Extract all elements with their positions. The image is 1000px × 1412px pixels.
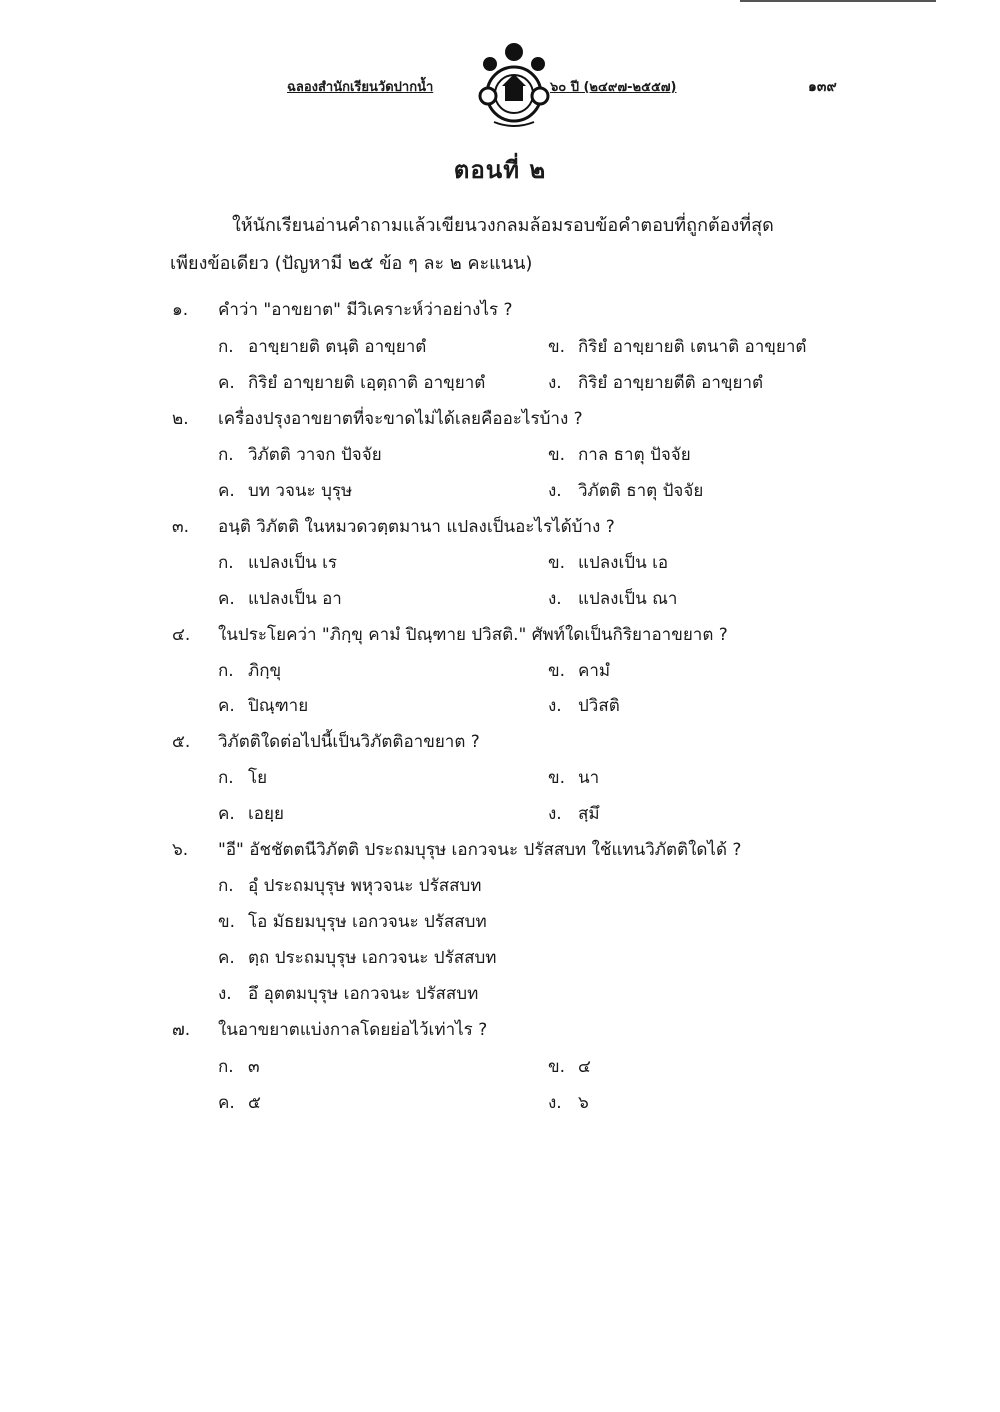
option-3-d[interactable] bbox=[548, 585, 677, 612]
option-text: โย bbox=[248, 768, 268, 788]
option-text: แปลงเป็น ณา bbox=[578, 589, 678, 609]
question-text: อนฺติ วิภัตติ ในหมวดวตฺตมานา แปลงเป็นอะไรได้บ้าง ? bbox=[218, 517, 615, 537]
option-2-c[interactable] bbox=[218, 477, 352, 504]
option-text: อาขฺยายติ ตนฺติ อาขฺยาตํ bbox=[248, 337, 427, 357]
question-text: คำว่า "อาขยาต" มีวิเคราะห์ว่าอย่างไร ? bbox=[218, 300, 513, 320]
option-letter: ค. bbox=[218, 589, 235, 609]
option-letter: ก. bbox=[218, 876, 234, 896]
option-6-c[interactable] bbox=[218, 944, 496, 971]
option-4-b[interactable] bbox=[548, 657, 610, 684]
question-text: เครื่องปรุงอาขยาตที่จะขาดไม่ได้เลยคืออะไรบ้าง ? bbox=[218, 409, 583, 429]
header-right-text: ๖๐ ปี (๒๔๙๗-๒๕๕๗) bbox=[550, 80, 677, 95]
option-7-b[interactable] bbox=[548, 1053, 591, 1080]
option-letter: ง. bbox=[218, 984, 232, 1004]
option-letter: ข. bbox=[548, 661, 566, 681]
question-number: ๕. bbox=[172, 732, 191, 752]
section-title: ตอนที่ ๒ bbox=[453, 156, 547, 184]
option-text: แปลงเป็น เอ bbox=[578, 553, 669, 573]
option-text: ๕ bbox=[248, 1093, 261, 1113]
option-5-d[interactable] bbox=[548, 800, 600, 827]
question-2 bbox=[172, 405, 583, 432]
option-text: วิภัตติ ธาตุ ปัจจัย bbox=[578, 481, 704, 501]
question-7 bbox=[172, 1016, 487, 1043]
option-1-d[interactable] bbox=[548, 369, 763, 396]
instruction-line-1: ให้นักเรียนอ่านคำถามแล้วเขียนวงกลมล้อมรอบข้อคำตอบที่ถูกต้องที่สุด bbox=[232, 215, 774, 236]
option-letter: ง. bbox=[548, 1093, 562, 1113]
option-6-d[interactable] bbox=[218, 980, 478, 1007]
option-2-d[interactable] bbox=[548, 477, 703, 504]
question-text: วิภัตติใดต่อไปนี้เป็นวิภัตติอาขยาต ? bbox=[218, 732, 480, 752]
option-letter: ค. bbox=[218, 804, 235, 824]
option-letter: ง. bbox=[548, 804, 562, 824]
option-letter: ข. bbox=[548, 1057, 566, 1077]
option-4-c[interactable] bbox=[218, 692, 308, 719]
option-3-c[interactable] bbox=[218, 585, 342, 612]
option-text: ๖ bbox=[578, 1093, 589, 1113]
option-text: อุํ ประถมบุรุษ พหุวจนะ ปรัสสบท bbox=[248, 876, 482, 896]
option-6-a[interactable] bbox=[218, 872, 481, 899]
question-number: ๗. bbox=[172, 1020, 191, 1040]
header-left-text: ฉลองสำนักเรียนวัดปากน้ำ bbox=[287, 80, 434, 95]
option-text: บท วจนะ บุรุษ bbox=[248, 481, 353, 501]
option-1-c[interactable] bbox=[218, 369, 485, 396]
question-number: ๖. bbox=[172, 840, 189, 860]
option-text: ปิณฺฑาย bbox=[248, 696, 309, 716]
option-text: ๓ bbox=[248, 1057, 260, 1077]
option-2-a[interactable] bbox=[218, 441, 382, 468]
option-letter: ข. bbox=[548, 445, 566, 465]
question-1 bbox=[172, 296, 513, 323]
option-1-a[interactable] bbox=[218, 333, 426, 360]
option-text: แปลงเป็น อา bbox=[248, 589, 342, 609]
option-letter: ข. bbox=[218, 912, 236, 932]
question-4 bbox=[172, 621, 728, 648]
option-letter: ก. bbox=[218, 337, 234, 357]
option-3-a[interactable] bbox=[218, 549, 337, 576]
option-letter: ก. bbox=[218, 768, 234, 788]
option-text: เอยฺย bbox=[248, 804, 284, 824]
option-text: แปลงเป็น เร bbox=[248, 553, 338, 573]
option-letter: ง. bbox=[548, 481, 562, 501]
question-number: ๒. bbox=[172, 409, 189, 429]
option-6-b[interactable] bbox=[218, 908, 487, 935]
question-number: ๔. bbox=[172, 625, 191, 645]
option-letter: ก. bbox=[218, 661, 234, 681]
option-letter: ข. bbox=[548, 768, 566, 788]
option-text: ภิกฺขุ bbox=[248, 661, 282, 681]
page-number: ๑๓๙ bbox=[808, 79, 837, 95]
temple-seal-icon bbox=[468, 40, 560, 130]
option-text: คามํ bbox=[578, 661, 611, 681]
option-text: ตฺถ ประถมบุรุษ เอกวจนะ ปรัสสบท bbox=[248, 948, 497, 968]
question-text: ในประโยคว่า "ภิกฺขุ คามํ ปิณฺฑาย ปวิสติ." ศัพท์ใดเป็นกิริยาอาขยาต ? bbox=[218, 625, 728, 645]
question-text: "อี" อัชชัตตนีวิภัตติ ประถมบุรุษ เอกวจนะ ปรัสสบท ใช้แทนวิภัตติใดได้ ? bbox=[218, 840, 742, 860]
option-4-a[interactable] bbox=[218, 657, 281, 684]
top-rule bbox=[740, 0, 936, 2]
instruction-line-2: เพียงข้อเดียว (ปัญหามี ๒๕ ข้อ ๆ ละ ๒ คะแนน) bbox=[170, 253, 533, 274]
option-letter: ง. bbox=[548, 589, 562, 609]
option-letter: ค. bbox=[218, 481, 235, 501]
option-text: อึ อุตตมบุรุษ เอกวจนะ ปรัสสบท bbox=[248, 984, 479, 1004]
question-3 bbox=[172, 513, 615, 540]
option-7-a[interactable] bbox=[218, 1053, 260, 1080]
option-letter: ง. bbox=[548, 696, 562, 716]
option-4-d[interactable] bbox=[548, 692, 620, 719]
option-text: วิภัตติ วาจก ปัจจัย bbox=[248, 445, 382, 465]
option-text: นา bbox=[578, 768, 600, 788]
question-text: ในอาขยาตแบ่งกาลโดยย่อไว้เท่าไร ? bbox=[218, 1020, 488, 1040]
option-text: ๔ bbox=[578, 1057, 591, 1077]
option-5-b[interactable] bbox=[548, 764, 599, 791]
option-letter: ค. bbox=[218, 948, 235, 968]
option-7-c[interactable] bbox=[218, 1089, 261, 1116]
option-letter: ค. bbox=[218, 373, 235, 393]
option-text: กาล ธาตุ ปัจจัย bbox=[578, 445, 691, 465]
option-text: กิริยํ อาขฺยายตีติ อาขฺยาตํ bbox=[578, 373, 764, 393]
option-letter: ก. bbox=[218, 1057, 234, 1077]
option-text: กิริยํ อาขฺยายติ เอฺตฺถาติ อาขฺยาตํ bbox=[248, 373, 486, 393]
option-letter: ก. bbox=[218, 445, 234, 465]
question-5 bbox=[172, 728, 480, 755]
option-text: สฺมึ bbox=[578, 804, 600, 824]
question-6 bbox=[172, 836, 741, 863]
option-letter: ค. bbox=[218, 696, 235, 716]
option-letter: ค. bbox=[218, 1093, 235, 1113]
option-1-b[interactable] bbox=[548, 333, 806, 360]
option-text: กิริยํ อาขฺยายติ เตนาติ อาขฺยาตํ bbox=[578, 337, 807, 357]
option-letter: ก. bbox=[218, 553, 234, 573]
option-letter: ข. bbox=[548, 553, 566, 573]
option-text: โอ มัธยมบุรุษ เอกวจนะ ปรัสสบท bbox=[248, 912, 487, 932]
option-2-b[interactable] bbox=[548, 441, 691, 468]
option-letter: ข. bbox=[548, 337, 566, 357]
option-5-a[interactable] bbox=[218, 764, 267, 791]
option-5-c[interactable] bbox=[218, 800, 284, 827]
option-text: ปวิสติ bbox=[578, 696, 620, 716]
option-7-d[interactable] bbox=[548, 1089, 589, 1116]
option-letter: ง. bbox=[548, 373, 562, 393]
question-number: ๓. bbox=[172, 517, 190, 537]
question-number: ๑. bbox=[172, 300, 189, 320]
option-3-b[interactable] bbox=[548, 549, 668, 576]
